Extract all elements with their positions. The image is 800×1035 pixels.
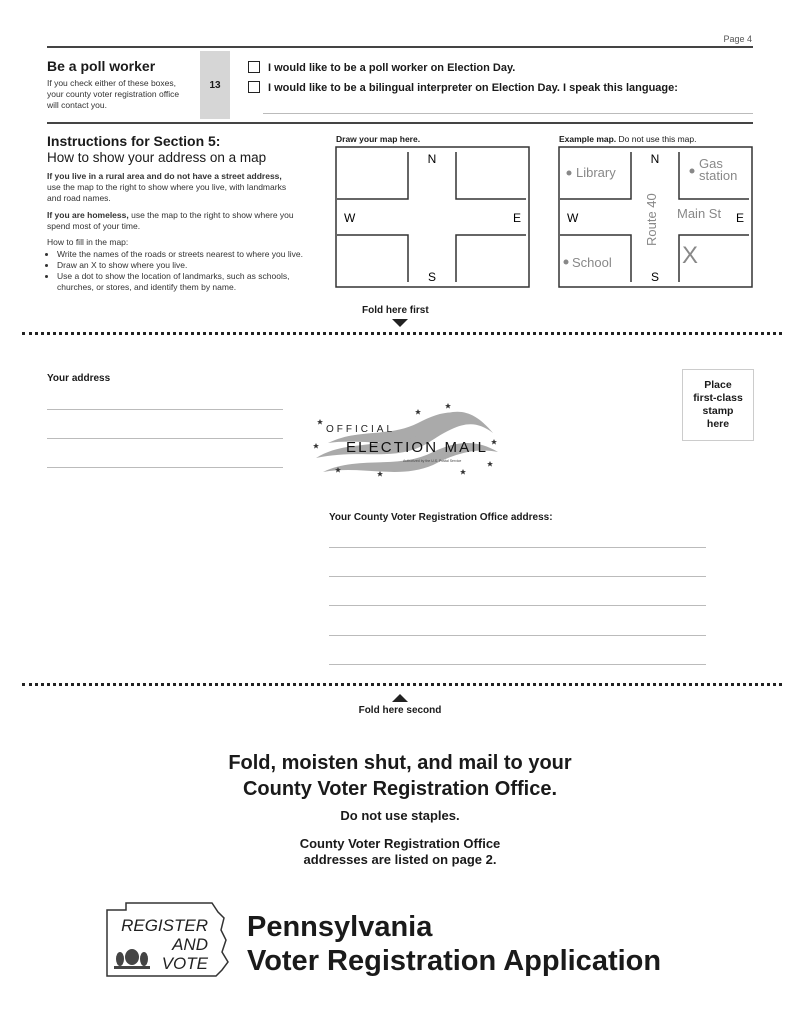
fold-second-label: Fold here second xyxy=(358,705,442,716)
address-line[interactable] xyxy=(47,467,283,468)
south-label: S xyxy=(427,270,437,284)
west-label: W xyxy=(344,211,356,225)
example-text: Do not use this map. xyxy=(616,134,697,144)
rural-text: use the map to the right to show where you live, with landmarks and road names. xyxy=(47,182,287,203)
option-label: I would like to be a bilingual interpreter on Election Day. I speak this language: xyxy=(268,82,678,94)
instruction-bullets xyxy=(47,249,307,293)
example-bold: Example map. xyxy=(559,134,617,144)
school-label: School xyxy=(572,255,612,270)
section-number: 13 xyxy=(200,51,230,119)
logo-main-text: ELECTION MAIL xyxy=(346,439,486,456)
instructions-subtitle: How to show your address on a map xyxy=(47,150,267,165)
arrow-down-icon xyxy=(392,319,408,327)
logo-official-text: OFFICIAL xyxy=(326,424,396,435)
your-address-label: Your address xyxy=(47,373,111,384)
example-map xyxy=(558,146,754,289)
footer-title-line: Voter Registration Application xyxy=(247,945,662,977)
fold-line-second xyxy=(22,683,782,686)
library-dot xyxy=(567,171,572,176)
station-label: station xyxy=(699,168,738,183)
note-line: County Voter Registration Office xyxy=(299,836,501,851)
note-line: addresses are listed on page 2. xyxy=(303,852,497,867)
office-address-line[interactable] xyxy=(329,605,706,606)
x-mark: X xyxy=(682,242,699,269)
east-label: E xyxy=(736,211,745,225)
south-label: S xyxy=(650,270,660,284)
east-label: E xyxy=(513,211,522,225)
gas-label: Gas xyxy=(699,156,723,171)
poll-worker-description: If you check either of these boxes, your county voter registration office will contact you. xyxy=(47,78,180,110)
logo-register: REGISTER xyxy=(121,916,208,935)
stamp-text: here xyxy=(706,418,730,430)
how-to-label: How to fill in the map: xyxy=(47,237,129,247)
footer-title-line: Pennsylvania xyxy=(247,911,433,943)
fold-first-label: Fold here first xyxy=(362,305,429,316)
option-label: I would like to be a poll worker on Election Day. xyxy=(268,62,516,74)
checkbox[interactable] xyxy=(248,61,260,73)
main-st-label: Main St xyxy=(677,206,722,221)
mail-line: County Voter Registration Office. xyxy=(242,778,558,800)
section-rule xyxy=(47,122,753,124)
page-number: Page 4 xyxy=(723,34,752,44)
logo-and: AND xyxy=(172,935,208,954)
draw-map-label: Draw your map here. xyxy=(336,134,421,144)
mail-instructions xyxy=(0,750,800,802)
language-input-line[interactable] xyxy=(263,113,753,114)
stamp-text: Place xyxy=(704,379,732,391)
office-address-line[interactable] xyxy=(329,664,706,665)
office-address-line[interactable] xyxy=(329,576,706,577)
bullet: • Draw an X to show where you live. xyxy=(57,260,307,271)
draw-map-area[interactable] xyxy=(335,146,531,289)
route-label: Route 40 xyxy=(644,193,659,246)
bullet: • Write the names of the roads or streets nearest to where you live. xyxy=(57,249,307,260)
library-label: Library xyxy=(576,165,616,180)
address-line[interactable] xyxy=(47,438,283,439)
pa-seal-icon xyxy=(114,949,150,969)
interpreter-option[interactable] xyxy=(248,81,678,94)
gas-dot xyxy=(690,169,695,174)
logo-sub-text: Authorized by the U.S. Postal Service xyxy=(403,459,462,463)
north-label: N xyxy=(427,152,437,166)
poll-worker-option[interactable] xyxy=(248,61,515,74)
county-office-label: Your County Voter Registration Office address: xyxy=(329,512,553,523)
rural-instructions xyxy=(47,171,297,204)
stamp-text: stamp xyxy=(702,405,734,417)
office-address-line[interactable] xyxy=(329,547,706,548)
no-staples: Do not use staples. xyxy=(340,808,460,823)
homeless-instructions xyxy=(47,210,297,232)
register-and-vote-logo xyxy=(104,900,234,980)
fold-line-first xyxy=(22,332,782,335)
poll-worker-title: Be a poll worker xyxy=(47,58,156,74)
office-address-line[interactable] xyxy=(329,635,706,636)
arrow-up-icon xyxy=(392,694,408,702)
address-line[interactable] xyxy=(47,409,283,410)
homeless-text: use the map to the right to show where you spend most of your time. xyxy=(47,210,294,231)
stamp-text: first-class xyxy=(693,392,743,404)
stamp-box xyxy=(682,369,754,441)
example-map-label xyxy=(559,134,697,144)
official-election-mail-logo xyxy=(308,398,508,480)
instructions-title: Instructions for Section 5: xyxy=(47,133,221,149)
logo-vote: VOTE xyxy=(161,954,208,973)
top-rule xyxy=(47,46,753,48)
checkbox[interactable] xyxy=(248,81,260,93)
school-dot xyxy=(564,260,569,265)
mail-line: Fold, moisten shut, and mail to your xyxy=(228,752,572,774)
footer-title xyxy=(247,910,661,978)
north-label: N xyxy=(650,152,660,166)
addresses-note xyxy=(0,836,800,868)
west-label: W xyxy=(567,211,579,225)
rural-bold: If you live in a rural area and do not have a street address, xyxy=(47,171,282,181)
homeless-bold: If you are homeless, xyxy=(47,210,129,220)
bullet: • Use a dot to show the location of landmarks, such as schools, churches, or stores, and identify them by name. xyxy=(57,271,307,293)
